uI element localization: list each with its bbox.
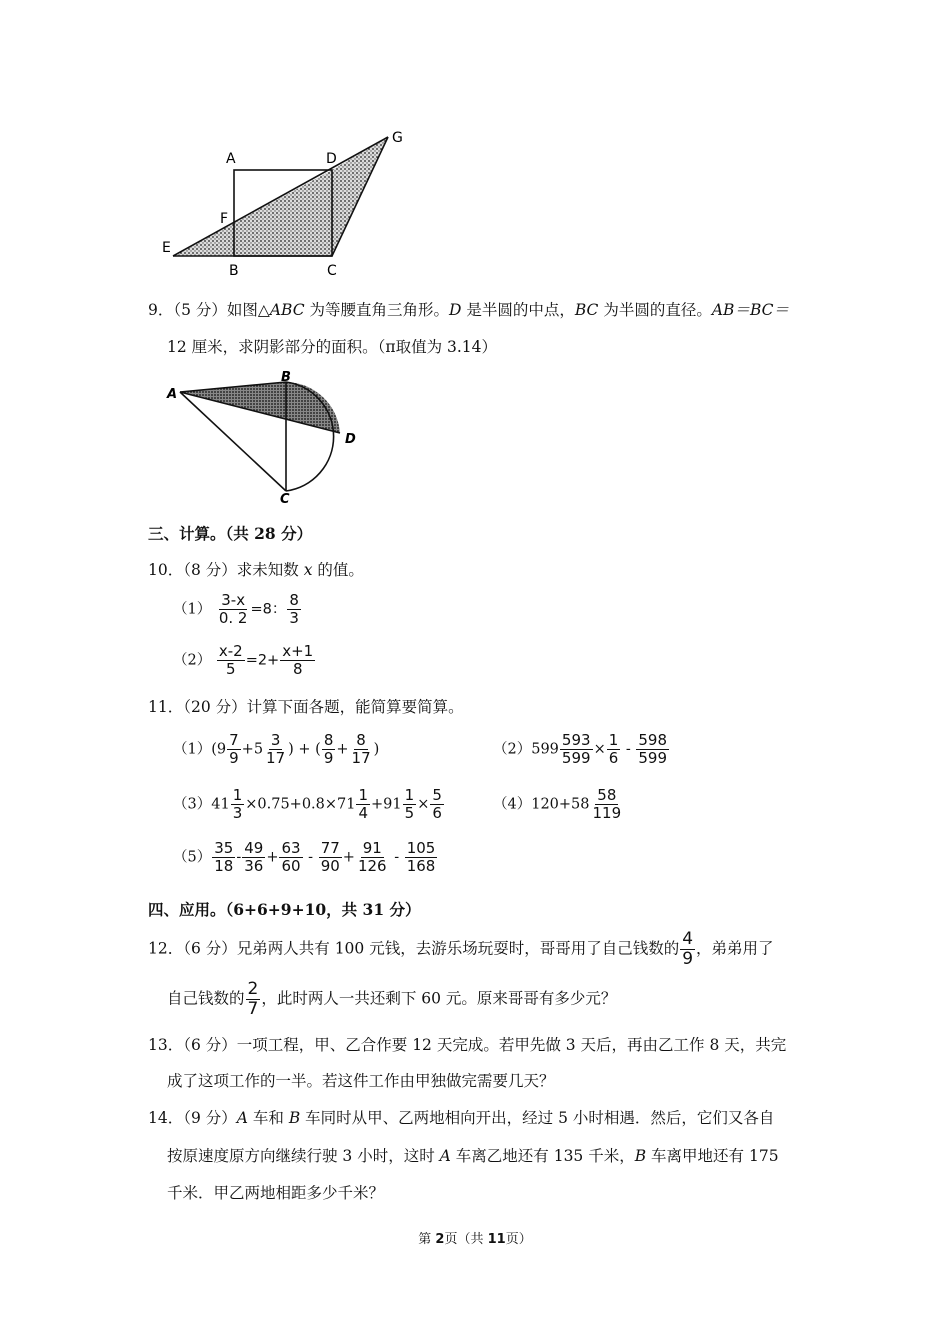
label-g: G bbox=[392, 130, 403, 146]
question-9-line2: 12 厘米，求阴影部分的面积。（π取值为 3.14） bbox=[167, 338, 498, 356]
fraction: $\frac{91}{126}$ bbox=[357, 839, 387, 875]
label-f: F bbox=[220, 211, 229, 227]
label-d: D bbox=[326, 151, 337, 167]
label-d: D bbox=[345, 432, 356, 447]
label-b: B bbox=[229, 263, 239, 279]
fraction: $\frac{8}{17}$ bbox=[351, 731, 371, 767]
fraction: $\frac{77}{90}$ bbox=[320, 839, 340, 875]
label-b: B bbox=[281, 370, 291, 385]
fraction: $\frac{35}{18}$ bbox=[214, 839, 234, 875]
fraction: $\frac{63}{60}$ bbox=[281, 839, 301, 875]
fraction: $\frac{7}{9}$ bbox=[229, 731, 239, 767]
fraction: $\frac{5}{6}$ bbox=[432, 786, 442, 822]
fraction: $\frac{1}{3}$ bbox=[232, 786, 243, 822]
question-9-line1: 9．（5 分）如图△ABC 为等腰直角三角形。D 是半圆的中点，BC 为半圆的直径。AB＝BC＝ bbox=[148, 301, 789, 319]
fraction: $\frac{3-x}{0. 2}$ bbox=[218, 591, 248, 627]
question-10-heading: 10．（8 分）求未知数 x 的值。 bbox=[148, 561, 364, 579]
fraction: $\frac{593}{599}$ bbox=[561, 731, 591, 767]
question-14-line2: 按原速度原方向继续行驶 3 小时，这时 A 车离乙地还有 135 千米，B 车离甲地还有 175 bbox=[167, 1147, 779, 1165]
fraction: $\frac{1}{6}$ bbox=[608, 731, 619, 767]
fraction: $\frac{1}{4}$ bbox=[358, 786, 369, 822]
fraction: $\frac{x-2}{5}$ bbox=[218, 642, 243, 678]
question-11-part-4: （4）120+58 $\frac{58}{119}$ bbox=[493, 786, 622, 822]
fraction: $\frac{8}{3}$ bbox=[289, 591, 299, 627]
label-c: C bbox=[327, 263, 337, 279]
question-14-line1: 14．（9 分）A 车和 B 车同时从甲、乙两地相向开出，经过 5 小时相遇．然后，它们又各自 bbox=[148, 1109, 775, 1127]
question-11-part-3: （3）41 $\frac{1}{3}$ ×0.75+0.8×71 $\frac{1}{4}$ +91 $\frac{1}{5}$ × $\frac{5}{6}$ bbox=[173, 786, 442, 822]
fraction: $\frac{58}{119}$ bbox=[592, 786, 622, 822]
question-11-part-2: （2）599 $\frac{593}{599}$ × $\frac{1}{6}$ - $\frac{598}{599}$ bbox=[493, 731, 668, 767]
label-a: A bbox=[167, 387, 178, 402]
figure-square-triangle bbox=[160, 120, 420, 285]
question-13-line1: 13．（6 分）一项工程，甲、乙合作要 12 天完成。若甲先做 3 天后，再由乙工作 8 天，共完 bbox=[148, 1036, 787, 1054]
question-14-line3: 千米．甲乙两地相距多少千米？ bbox=[167, 1184, 385, 1202]
fraction: $\frac{49}{36}$ bbox=[244, 839, 264, 875]
label-a: A bbox=[226, 151, 236, 167]
fraction: $\frac{8}{9}$ bbox=[323, 731, 334, 767]
question-11-heading: 11．（20 分）计算下面各题，能简算要简算。 bbox=[148, 698, 464, 716]
fraction: $\frac{3}{17}$ bbox=[266, 731, 286, 767]
fraction: $\frac{4}{9}$ bbox=[682, 929, 694, 969]
page-footer: 第 2页（共 11页） bbox=[418, 1232, 532, 1247]
question-10-part-1: （1） $\frac{3-x}{0. 2}$ =8： $\frac{8}{3}$ bbox=[173, 591, 299, 627]
label-e: E bbox=[162, 240, 171, 256]
label-c: C bbox=[280, 492, 290, 505]
figure-triangle-semicircle bbox=[160, 370, 370, 505]
question-10-part-2: （2） $\frac{x-2}{5}$ =2+ $\frac{x+1}{8}$ bbox=[173, 642, 314, 678]
question-11-part-5: （5） $\frac{35}{18}$ - $\frac{49}{36}$ + $\frac{63}{60}$ - $\frac{77}{90}$ + $\frac{91}{126}$ - $\frac{105}{168}$ bbox=[173, 839, 436, 875]
section-4-heading: 四、应用。（6+6+9+10，共 31 分） bbox=[148, 900, 421, 919]
question-12-line2: 自己钱数的 $\frac{2}{7}$ ，此时两人一共还剩下 60 元。原来哥哥有多少元？ bbox=[167, 979, 617, 1019]
fraction: $\frac{105}{168}$ bbox=[406, 839, 436, 875]
fraction: $\frac{598}{599}$ bbox=[638, 731, 668, 767]
fraction: $\frac{1}{5}$ bbox=[404, 786, 415, 822]
fraction: $\frac{x+1}{8}$ bbox=[282, 642, 314, 678]
question-13-line2: 成了这项工作的一半。若这件工作由甲独做完需要几天？ bbox=[167, 1072, 555, 1090]
fraction: $\frac{2}{7}$ bbox=[247, 979, 259, 1019]
question-11-part-1: （1）(9 $\frac{7}{9}$ +5 $\frac{3}{17}$ ) + ( $\frac{8}{9}$ + $\frac{8}{17}$ ) bbox=[173, 731, 380, 767]
question-12-line1: 12．（6 分）兄弟两人共有 100 元钱，去游乐场玩耍时，哥哥用了自己钱数的 $\frac{4}{9}$ ，弟弟用了 bbox=[148, 929, 774, 969]
section-3-heading: 三、计算。（共 28 分） bbox=[148, 524, 313, 543]
